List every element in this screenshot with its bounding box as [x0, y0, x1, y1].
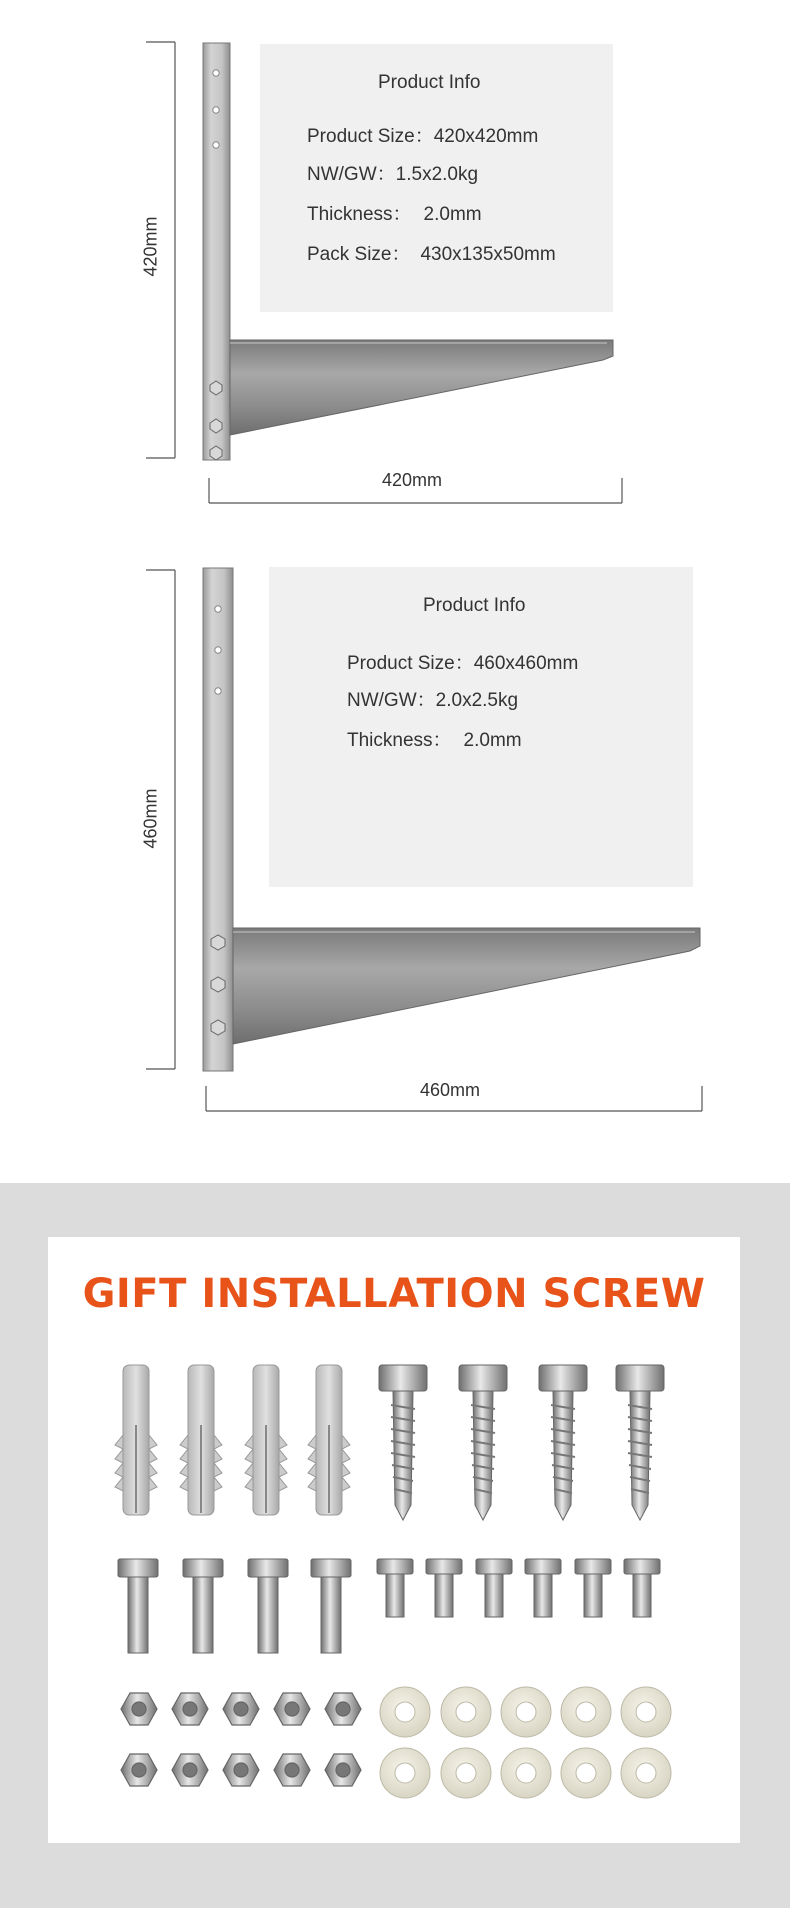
- info-value: 2.0mm: [423, 204, 482, 225]
- info-value: 2.0mm: [463, 730, 522, 751]
- info-label: NW/GW：: [307, 164, 396, 185]
- info-label: Pack Size：: [307, 244, 411, 265]
- info-value: 2.0x2.5kg: [435, 690, 519, 711]
- info-title: Product Info: [378, 72, 481, 93]
- screws-image: [48, 1237, 740, 1843]
- info-value: 430x135x50mm: [420, 244, 556, 265]
- info-label: Product Size：: [347, 653, 474, 674]
- width-label: 420mm: [382, 470, 443, 490]
- short-hex-bolt-icon: [377, 1559, 660, 1617]
- info-label: Product Size：: [307, 126, 434, 147]
- height-label: 420mm: [140, 216, 161, 277]
- bracket-image: [195, 566, 705, 1074]
- info-value: 420x420mm: [433, 126, 539, 147]
- gift-title: GIFT INSTALLATION SCREW: [82, 1271, 706, 1317]
- gift-card: [48, 1237, 740, 1843]
- info-title: Product Info: [423, 595, 526, 616]
- width-label: 460mm: [420, 1080, 481, 1100]
- bracket-image: [195, 40, 620, 462]
- info-value: 1.5x2.0kg: [395, 164, 479, 185]
- info-label: NW/GW：: [347, 690, 436, 711]
- lag-screw-icon: [379, 1365, 664, 1520]
- wall-plug-icon: [115, 1365, 350, 1515]
- hex-nut-icon: [121, 1693, 361, 1786]
- hex-bolt-icon: [118, 1559, 351, 1653]
- info-value: 460x460mm: [473, 653, 579, 674]
- info-label: Thickness：: [347, 730, 452, 751]
- flat-washer-icon: [380, 1687, 671, 1798]
- info-label: Thickness：: [307, 204, 412, 225]
- height-label: 460mm: [140, 788, 161, 849]
